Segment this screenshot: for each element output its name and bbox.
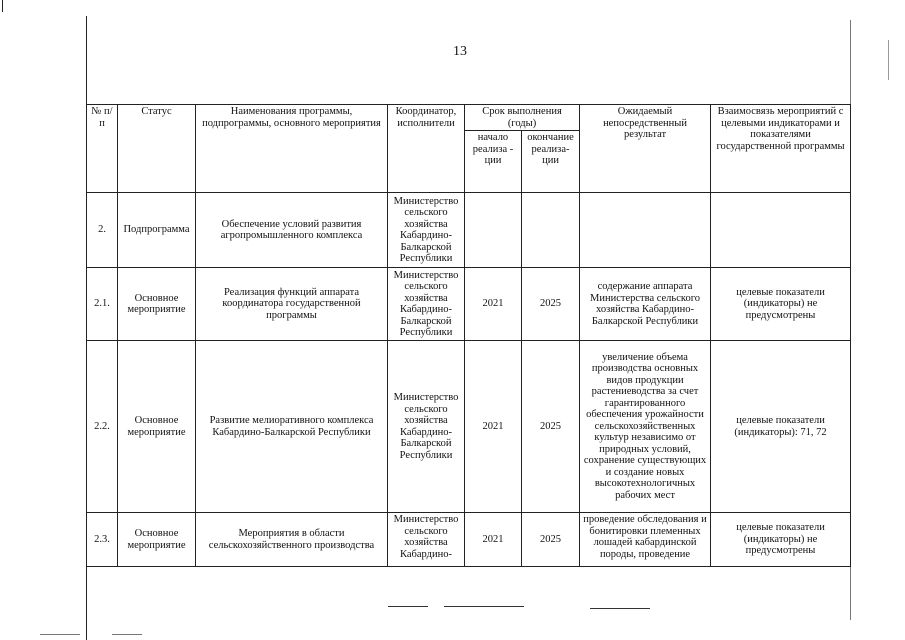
- row-num: 2.1.: [87, 268, 118, 341]
- table-row: [87, 341, 851, 513]
- row-link: [711, 193, 851, 268]
- row-link: целевые показатели (индикаторы): 71, 72: [711, 341, 851, 513]
- row-name: Мероприятия в области сельскохозяйственного производства: [196, 513, 388, 567]
- scan-artifact-line: [444, 606, 524, 607]
- row-result: увеличение объема производства основных видов продукции растениеводства за счет гарантированного обеспечения урожайности сельскохозяйственных культур независимо от природных условий, сохранение существующих и создание новых высокотехнологичных рабочих мест: [580, 341, 711, 513]
- row-end: 2025: [522, 268, 580, 341]
- row-result: содержание аппарата Министерства сельского хозяйства Кабардино-Балкарской Республики: [580, 268, 711, 341]
- row-name: Обеспечение условий развития агропромышленного комплекса: [196, 193, 388, 268]
- row-num: 2.3.: [87, 513, 118, 567]
- row-coordinator: Министерство сельского хозяйства Кабардино-Балкарской Республики: [388, 268, 465, 341]
- row-start: 2021: [465, 268, 522, 341]
- row-start: [465, 193, 522, 268]
- row-link: целевые показатели (индикаторы) не предусмотрены: [711, 513, 851, 567]
- header-result: Ожидаемый непосредственный результат: [580, 105, 711, 193]
- page-number: 13: [453, 44, 467, 59]
- scan-artifact-line: [112, 634, 142, 635]
- table-row: [87, 268, 851, 341]
- row-status: Подпрограмма: [118, 193, 196, 268]
- header-coordinator: Координатор, исполнители: [388, 105, 465, 193]
- header-end: окончание реализа- ции: [522, 131, 580, 193]
- row-name: Развитие мелиоративного комплекса Кабардино-Балкарской Республики: [196, 341, 388, 513]
- header-row: [87, 105, 851, 131]
- scan-artifact-line: [40, 634, 80, 635]
- row-result: [580, 193, 711, 268]
- row-status: Основное мероприятие: [118, 341, 196, 513]
- row-num: 2.2.: [87, 341, 118, 513]
- header-link: Взаимосвязь мероприятий с целевыми индикаторами и показателями государственной программы: [711, 105, 851, 193]
- row-coordinator: Министерство сельского хозяйства Кабардино-: [388, 513, 465, 567]
- row-end: 2025: [522, 341, 580, 513]
- table-row: [87, 513, 851, 567]
- header-status: Статус: [118, 105, 196, 193]
- header-period: Срок выполнения (годы): [465, 105, 580, 131]
- right-scan-line: [888, 40, 889, 80]
- row-status: Основное мероприятие: [118, 513, 196, 567]
- left-margin-line-outer: [2, 0, 3, 12]
- table-row: [87, 193, 851, 268]
- row-start: 2021: [465, 513, 522, 567]
- header-num: № п/п: [87, 105, 118, 193]
- program-table: [86, 104, 851, 567]
- row-num: 2.: [87, 193, 118, 268]
- row-status: Основное мероприятие: [118, 268, 196, 341]
- row-start: 2021: [465, 341, 522, 513]
- scan-artifact-line: [388, 606, 428, 607]
- header-name: Наименования программы, подпрограммы, основного мероприятия: [196, 105, 388, 193]
- row-coordinator: Министерство сельского хозяйства Кабардино-Балкарской Республики: [388, 341, 465, 513]
- row-name: Реализация функций аппарата координатора государственной программы: [196, 268, 388, 341]
- row-result: проведение обследования и бонитировки племенных лошадей кабардинской породы, проведение: [580, 513, 711, 567]
- scan-artifact-line: [590, 608, 650, 609]
- row-end: [522, 193, 580, 268]
- row-link: целевые показатели (индикаторы) не предусмотрены: [711, 268, 851, 341]
- header-start: начало реализа - ции: [465, 131, 522, 193]
- row-coordinator: Министерство сельского хозяйства Кабардино-Балкарской Республики: [388, 193, 465, 268]
- row-end: 2025: [522, 513, 580, 567]
